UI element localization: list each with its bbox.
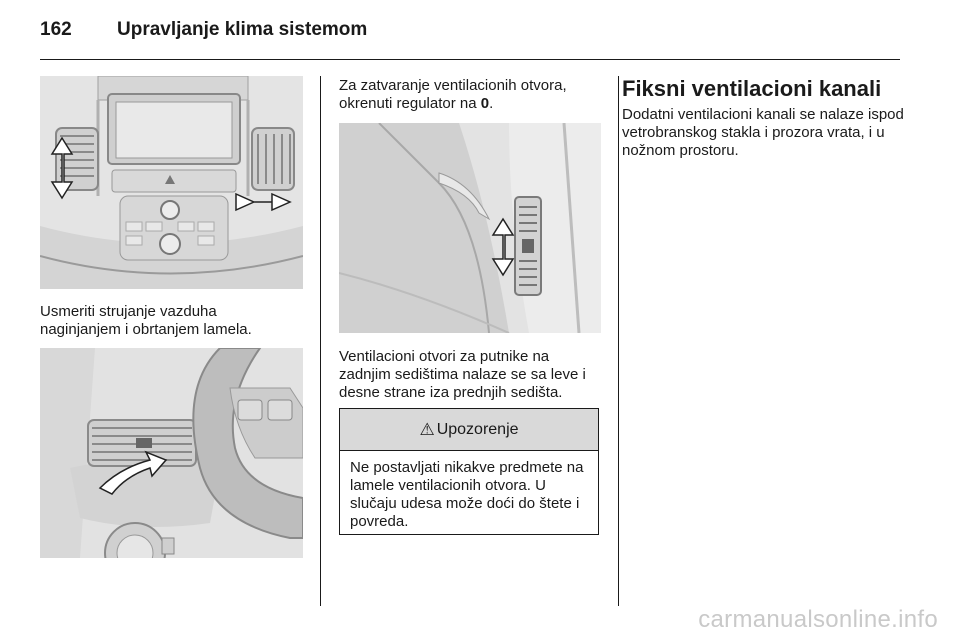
rear-vent-svg xyxy=(339,123,601,333)
page-header xyxy=(40,17,900,57)
close-vents-text-end: . xyxy=(489,95,494,112)
column-divider-1 xyxy=(320,76,321,606)
steering-wheel-vent-illustration xyxy=(40,348,303,558)
close-vents-text-main: Za zatvaranje ventilacionih otvora, okrenuti regulator na xyxy=(339,77,567,112)
warning-body: Ne postavljati nikakve predmete na lamele ventilacionih otvora. U slučaju udesa može doći do štete i povreda. xyxy=(350,459,584,530)
regulator-zero-symbol: 0 xyxy=(480,95,490,112)
rear-vents-text: Ventilacioni otvori za putnike na zadnjim sedištima nalaze se sa leve i desne strane iza prednjih sedišta. xyxy=(339,348,586,401)
section-heading: Fiksni ventilacioni kanali xyxy=(622,76,882,101)
fixed-vents-description xyxy=(622,106,904,160)
fixed-vents-text: Dodatni ventilacioni kanali se nalaze ispod vetrobranskog stakla i prozora vrata, i u nožnom prostoru. xyxy=(622,106,904,159)
dashboard-vents-svg xyxy=(40,76,303,289)
dashboard-vents-illustration xyxy=(40,76,303,289)
warning-header xyxy=(340,409,598,451)
close-vents-text xyxy=(339,77,604,113)
caption-line-1: Usmeriti strujanje vazduha xyxy=(40,303,217,320)
column-divider-2 xyxy=(618,76,619,606)
caption-adjust-airflow xyxy=(40,303,305,339)
close-vents-instruction xyxy=(339,77,604,113)
caption-line-2: naginjanjem i obrtanjem lamela. xyxy=(40,321,252,338)
watermark: carmanualsonline.info xyxy=(698,606,938,633)
header-rule xyxy=(40,59,900,60)
rear-vent-illustration xyxy=(339,123,601,333)
warning-box xyxy=(339,408,599,535)
rear-vents-description xyxy=(339,348,604,402)
warning-title: Upozorenje xyxy=(436,420,519,438)
warning-triangle-icon: ⚠ xyxy=(419,419,435,439)
steering-wheel-vent-svg xyxy=(40,348,303,558)
page-number: 162 xyxy=(40,19,72,40)
page-title: Upravljanje klima sistemom xyxy=(117,19,368,40)
